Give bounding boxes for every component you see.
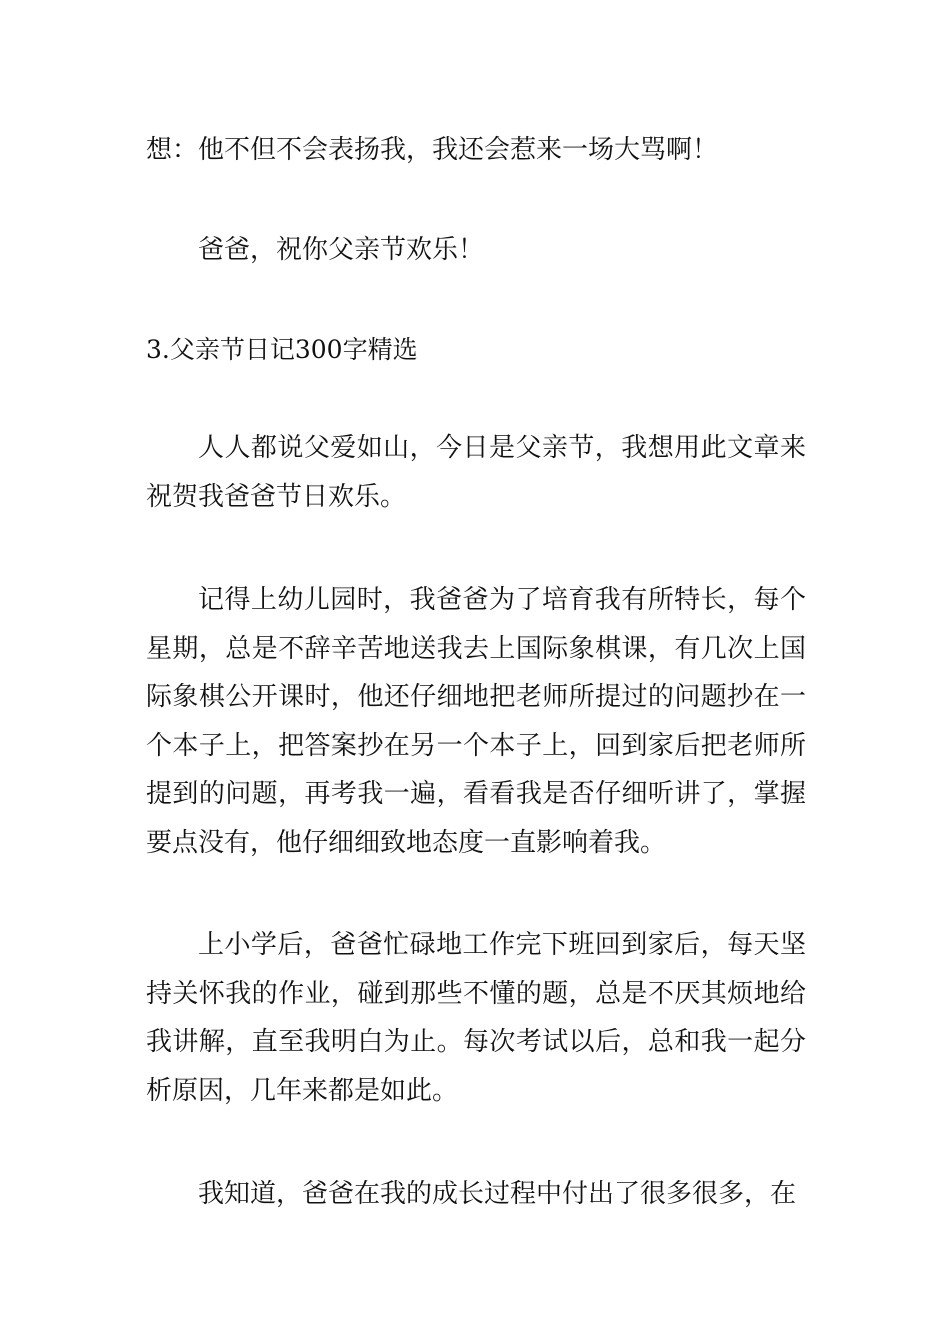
paragraph-greeting: 爸爸，祝你父亲节欢乐！ xyxy=(198,235,485,265)
paragraph-intro: 人人都说父爱如山，今日是父亲节，我想用此文章来祝贺我爸爸节日欢乐。 xyxy=(146,433,806,512)
section-heading: 3.父亲节日记300字精选 xyxy=(146,335,418,364)
paragraph-continuation: 想：他不但不会表扬我，我还会惹来一场大骂啊！ xyxy=(146,135,719,165)
paragraph-closing-start: 我知道，爸爸在我的成长过程中付出了很多很多，在 xyxy=(198,1179,797,1209)
paragraph-kindergarten: 记得上幼儿园时，我爸爸为了培育我有所特长，每个星期，总是不辞辛苦地送我去上国际象棋课，有几次上国际象棋公开课时，他还仔细地把老师所提过的问题抄在一个本子上，把答案抄在另一个本子上，回到家后把老师所提到的问题，再考我一遍，看看我是否仔细听讲了，掌握要点没有，他仔细细致地态度一直影响着我。 xyxy=(146,585,806,858)
paragraph-primary-school: 上小学后，爸爸忙碌地工作完下班回到家后，每天坚持关怀我的作业，碰到那些不懂的题，总是不厌其烦地给我讲解，直至我明白为止。每次考试以后，总和我一起分析原因，几年来都是如此。 xyxy=(146,930,806,1106)
